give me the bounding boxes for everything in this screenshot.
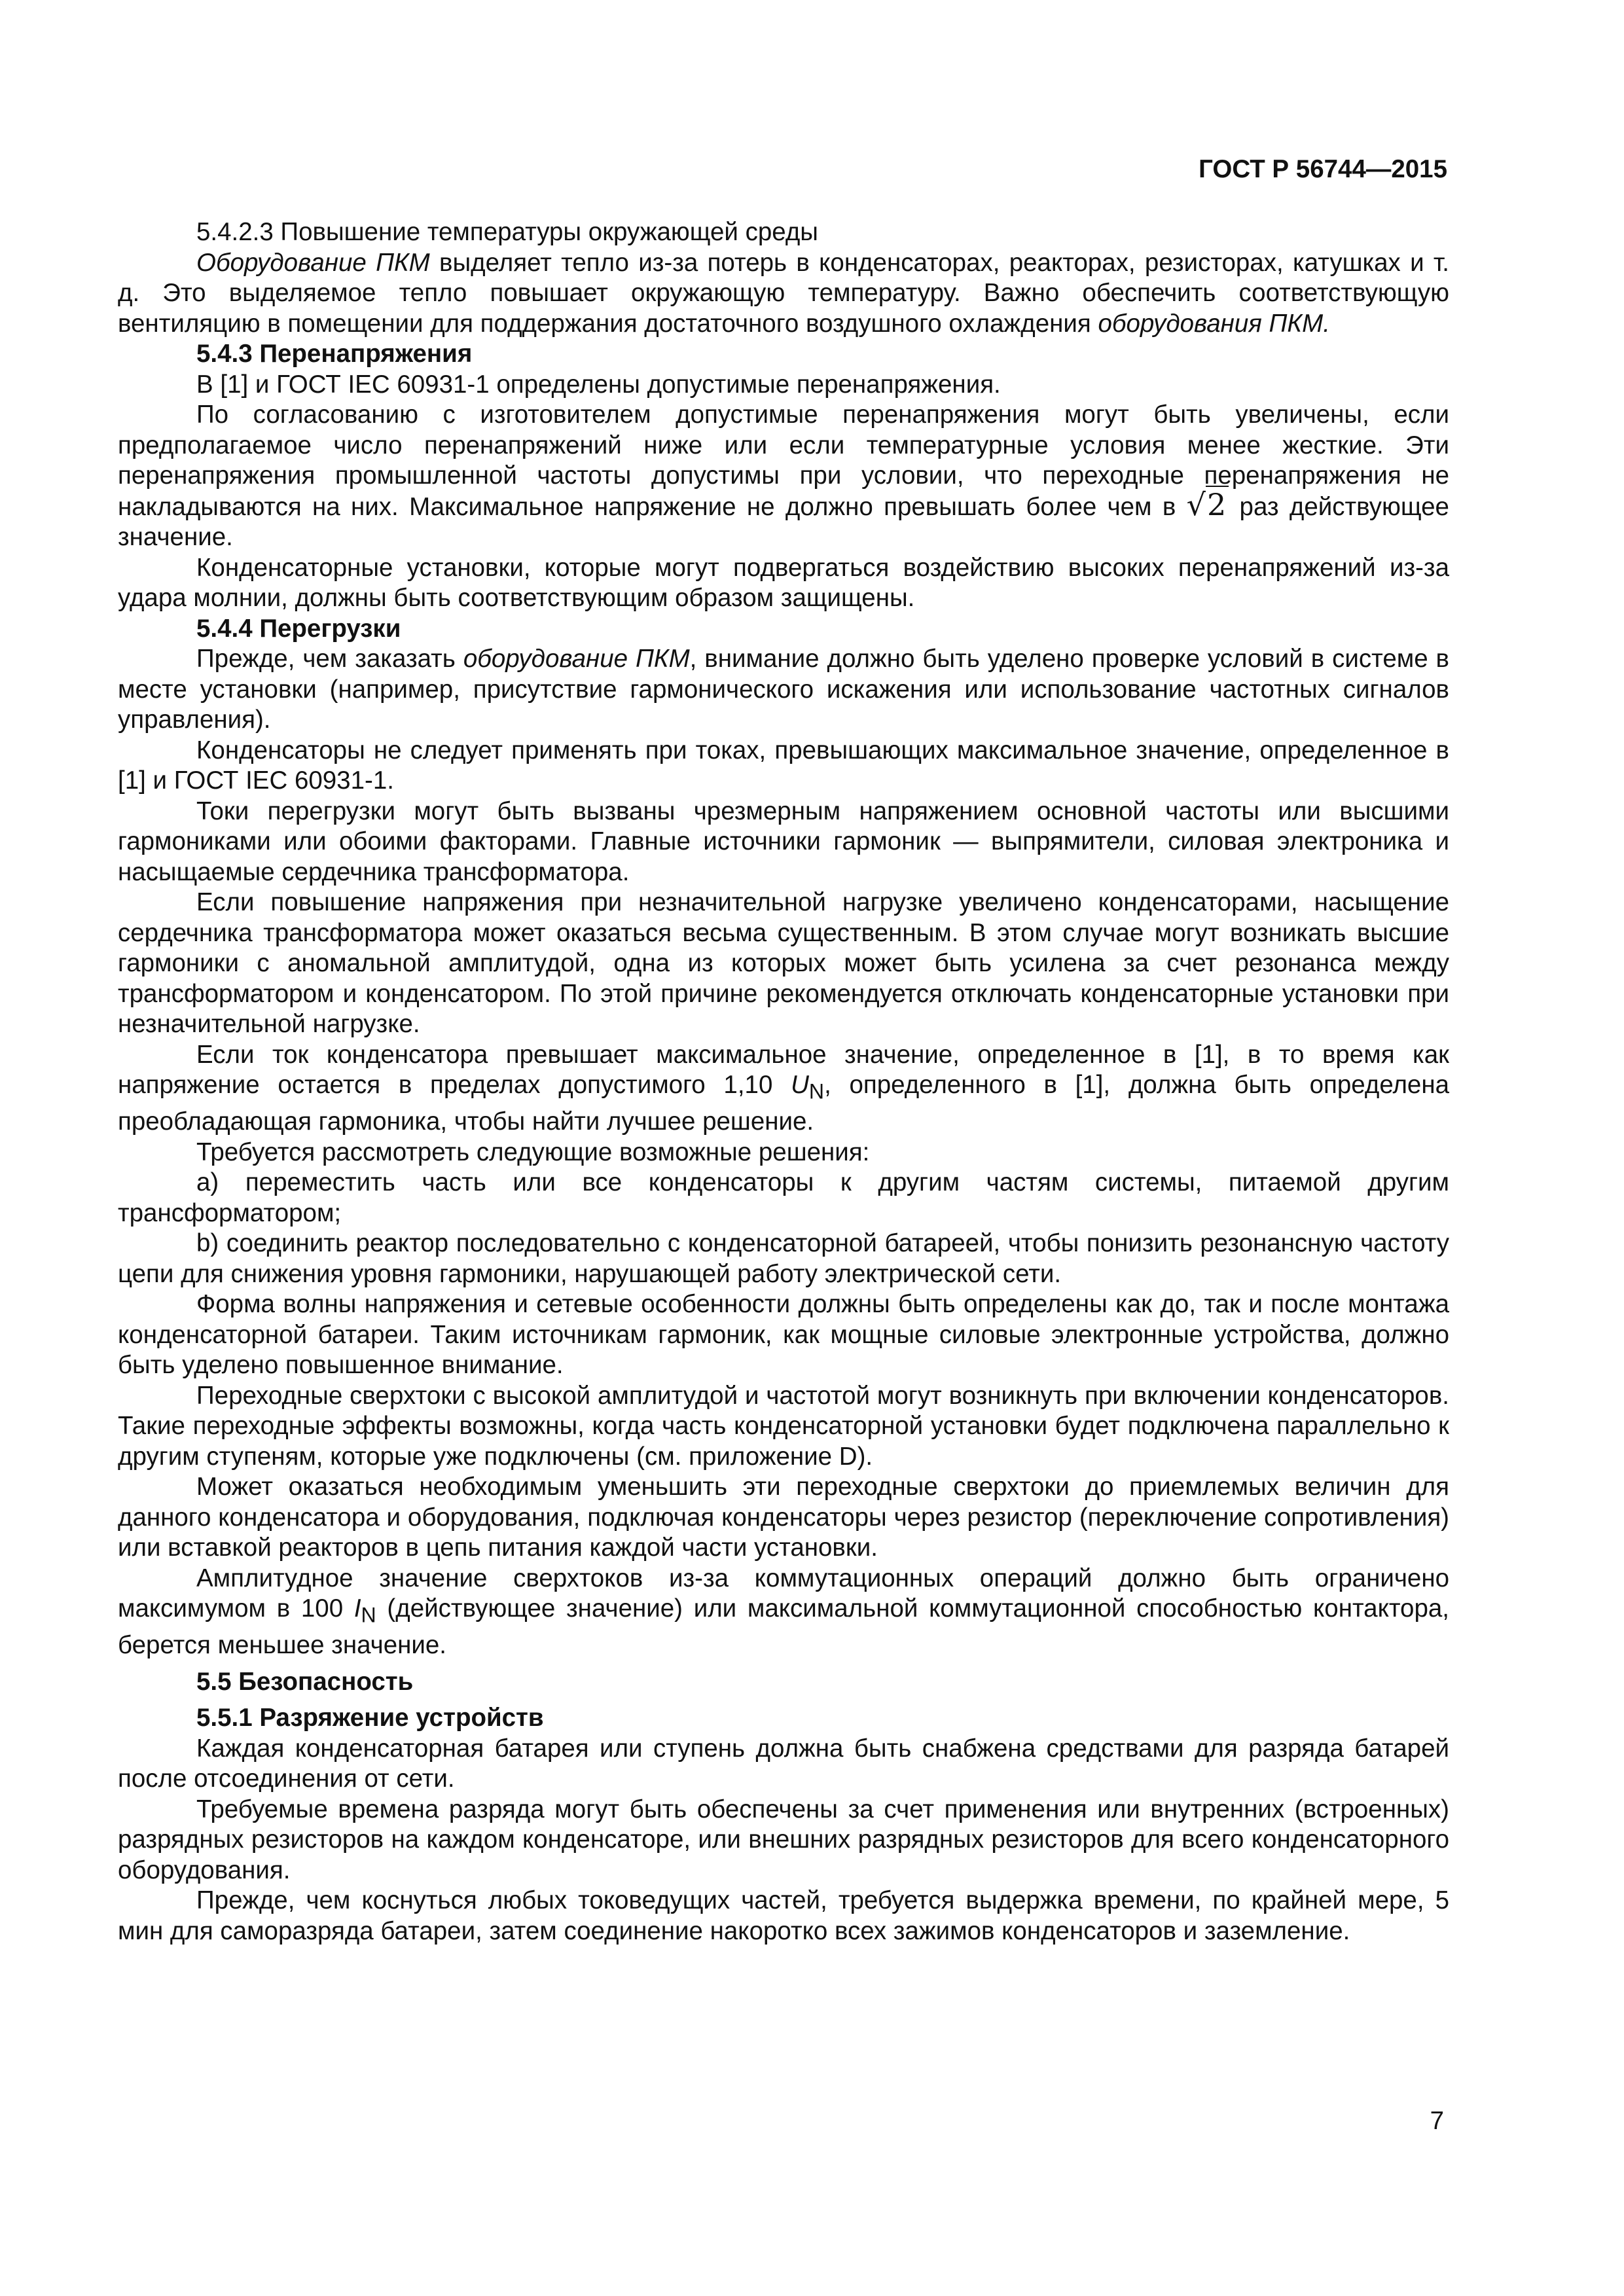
paragraph [118, 1040, 1449, 1138]
section-heading-5-5: 5.5 Безопасность [196, 1667, 414, 1696]
paragraph: Требуется рассмотреть следующие возможные решения: [196, 1138, 870, 1166]
paragraph: Может оказаться необходимым уменьшить эти переходные сверхтоки до приемлемых величин для данного конденсатора и оборудования, подключая конденсаторы через резистор (переключение сопротивления) или вставкой реакторов в цепь питания каждой части установки. [118, 1473, 1449, 1562]
paragraph: Требуемые времена разряда могут быть обеспечены за счет применения или внутренних (встроенных) разрядных резисторов на каждом конденсаторе, или внешних разрядных резисторов для всего конденсаторного оборудования. [118, 1795, 1449, 1884]
paragraph [118, 400, 1449, 553]
paragraph: Токи перегрузки могут быть вызваны чрезмерным напряжением основной частоты или высшими гармониками или обоими факторами. Главные источники гармоник — выпрямители, силовая электроника и насыщаемые сердечника трансформатора. [118, 797, 1449, 886]
paragraph-text: выделяет тепло из-за потерь в конденсаторах, реакторах, резисторах, катушках и т. д. Это выделяемое тепло повышает окружающую температуру. Важно обеспечить соответствующую вентиляцию в помещении для поддержания достаточного воздушного охлаждения [118, 248, 1449, 338]
subscript-n: N [361, 1603, 376, 1627]
paragraph: Переходные сверхтоки с высокой амплитудой и частотой могут возникнуть при включении конденсаторов. Такие переходные эффекты возможны, когда часть конденсаторной установки будет подключена параллельно к другим ступеням, которые уже подключены (см. приложение D). [118, 1381, 1449, 1471]
paragraph: Форма волны напряжения и сетевые особенности должны быть определены как до, так и после монтажа конденсаторной батареи. Таким источникам гармоник, как мощные силовые электронные устройства, должно быть уделено повышенное внимание. [118, 1290, 1449, 1380]
square-root-formula: √2 [1187, 486, 1229, 522]
paragraph [118, 1564, 1449, 1661]
paragraph-text: раз действующее значение. [118, 492, 1449, 551]
paragraph-text: Амплитудное значение сверхтоков из-за коммутационных операций должно быть ограничено максимумом в 100 [118, 1564, 1449, 1623]
paragraph: Каждая конденсаторная батарея или ступень должна быть снабжена средствами для разряда батарей после отсоединения от сети. [118, 1734, 1449, 1793]
paragraph-text: Если ток конденсатора превышает максимальное значение, определенное в [1], в то время как напряжение остается в пределах допустимого 1,10 [118, 1040, 1449, 1099]
variable-u: U [791, 1071, 809, 1099]
paragraph: Конденсаторные установки, которые могут подвергаться воздействию высоких перенапряжений из-за удара молнии, должны быть соответствующим образом защищены. [118, 553, 1449, 612]
paragraph [118, 644, 1449, 736]
section-heading-5-4-3: 5.4.3 Перенапряжения [196, 340, 473, 368]
page-number: 7 [1430, 2107, 1444, 2135]
paragraph: Если повышение напряжения при незначительной нагрузке увеличено конденсаторами, насыщение сердечника трансформатора может оказаться весьма существенным. В этом случае могут возникать высшие гармоники с аномальной амплитудой, одна из которых может быть усилена за счет резонанса между трансформатором и конденсатором. По этой причине рекомендуется отключать конденсаторные установки при незначительной нагрузке. [118, 888, 1449, 1038]
square-root-radicand: 2 [1206, 486, 1229, 522]
page-content [118, 217, 1449, 1946]
paragraph: Конденсаторы не следует применять при токах, превышающих максимальное значение, определенное в [1] и ГОСТ IEC 60931-1. [118, 736, 1449, 795]
clause-heading-5-4-2-3: 5.4.2.3 Повышение температуры окружающей среды [196, 218, 818, 246]
paragraph: Прежде, чем коснуться любых токоведущих частей, требуется выдержка времени, по крайней мере, 5 мин для саморазряда батареи, затем соединение накоротко всех зажимов конденсаторов и заземление. [118, 1886, 1449, 1945]
emphasis-term: оборудование ПКМ [463, 645, 690, 673]
list-item-b: b) соединить реактор последовательно с конденсаторной батареей, чтобы понизить резонансную частоту цепи для снижения уровня гармоники, нарушающей работу электрической сети. [118, 1229, 1449, 1288]
paragraph-text: (действующее значение) или максимальной коммутационной способностью контактора, берется меньшее значение. [118, 1594, 1449, 1660]
paragraph: В [1] и ГОСТ IEC 60931-1 определены допустимые перенапряжения. [196, 370, 1001, 399]
emphasis-term: оборудования ПКМ. [1098, 309, 1330, 338]
paragraph-text: , внимание должно быть уделено проверке условий в системе в месте установки (например, присутствие гармонического искажения или использование частотных сигналов управления). [118, 645, 1450, 734]
paragraph-text: Прежде, чем заказать [196, 645, 463, 673]
variable-i: I [353, 1594, 361, 1623]
list-item-a: a) переместить часть или все конденсаторы к другим частям системы, питаемой другим трансформатором; [118, 1168, 1449, 1227]
paragraph-text: По согласованию с изготовителем допустимые перенапряжения могут быть увеличены, если предполагаемое число перенапряжений ниже или если температурные условия менее жесткие. Эти перенапряжения промышленной частоты допустимы при условии, что переходные перенапряжения не накладываются на них. Максимальное напряжение не должно превышать более чем в [118, 401, 1449, 521]
emphasis-term: Оборудование ПКМ [196, 248, 430, 277]
section-heading-5-4-4: 5.4.4 Перегрузки [196, 614, 401, 643]
document-code-header: ГОСТ Р 56744—2015 [1199, 155, 1447, 183]
section-heading-5-5-1: 5.5.1 Разряжение устройств [196, 1704, 544, 1732]
paragraph-text: , определенного в [1], должна быть определена преобладающая гармоника, чтобы найти лучшее решение. [118, 1071, 1450, 1136]
subscript-n: N [808, 1079, 825, 1103]
paragraph [118, 248, 1449, 340]
